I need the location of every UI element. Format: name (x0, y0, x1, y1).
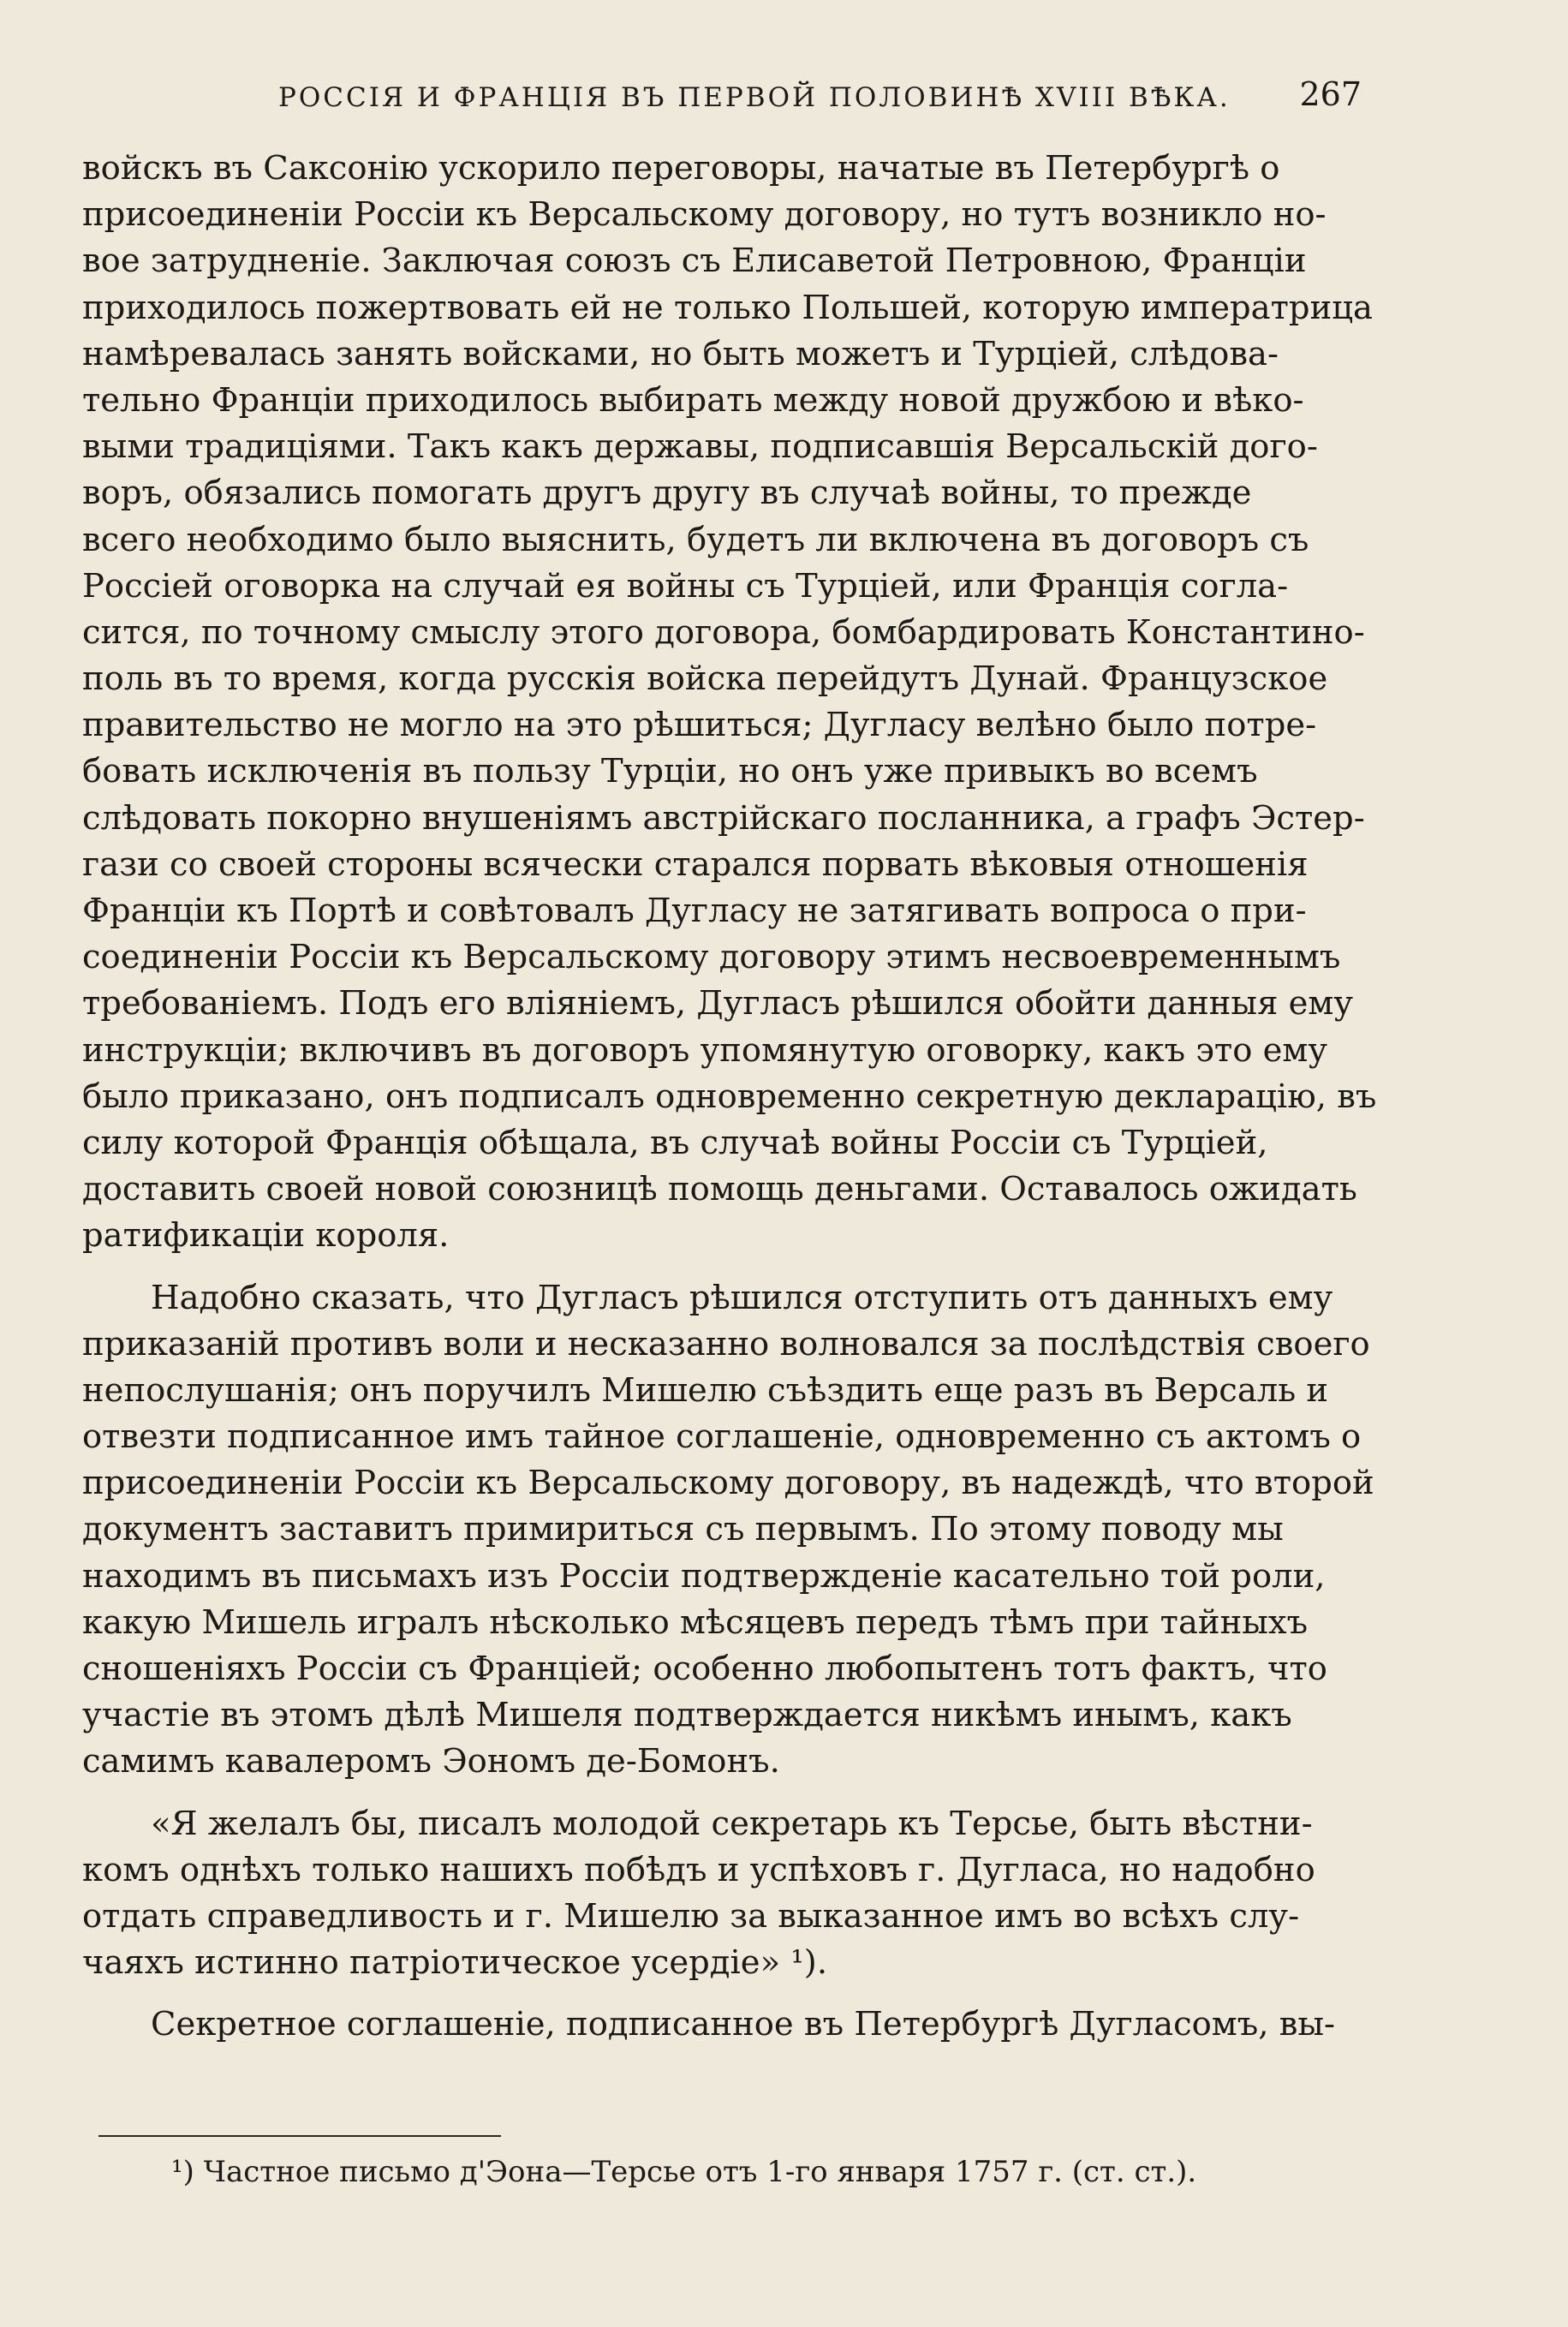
text-line: всего необходимо было выяснить, будетъ ли включена въ договоръ съ (82, 520, 1309, 559)
page-number: 267 (1299, 75, 1362, 113)
paragraph (82, 1275, 1382, 1786)
running-title: РОССІЯ И ФРАНЦІЯ ВЪ ПЕРВОЙ ПОЛОВИНѢ XVIII ВѢКА. (278, 82, 1231, 113)
paragraph-gap (82, 1786, 1382, 1801)
text-line: присоединеніи Россіи къ Версальскому договору, но тутъ возникло но- (82, 195, 1327, 235)
text-line: доставить своей новой союзницѣ помощь деньгами. Оставалось ожидать (82, 1170, 1357, 1209)
text-line: самимъ кавалеромъ Эономъ де-Бомонъ. (82, 1742, 780, 1781)
text-line: ратификаціи короля. (82, 1216, 450, 1256)
text-line: находимъ въ письмахъ изъ Россіи подтвержденіе касательно той роли, (82, 1556, 1326, 1596)
paragraph-gap (82, 1260, 1382, 1275)
text-line: приказаній противъ воли и несказанно волновался за послѣдствія своего (82, 1324, 1370, 1363)
text-line: участіе въ этомъ дѣлѣ Мишеля подтверждается никѣмъ инымъ, какъ (82, 1696, 1292, 1735)
text-line: непослушанія; онъ поручилъ Мишелю съѣздить еще разъ въ Версаль и (82, 1370, 1329, 1410)
paragraph-gap (82, 1986, 1382, 2002)
text-line: воръ, обязались помогать другъ другу въ случаѣ войны, то прежде (82, 474, 1252, 513)
text-line: вое затрудненіе. Заключая союзъ съ Елисаветой Петровною, Франціи (82, 242, 1307, 281)
text-line: выми традиціями. Такъ какъ державы, подписавшія Версальскій дого- (82, 427, 1318, 467)
footnote: ¹) Частное письмо д'Эона—Терсье отъ 1-го января 1757 г. (ст. ст.). (171, 2155, 1197, 2189)
paragraph (82, 146, 1382, 1260)
text-line: правительство не могло на это рѣшиться; Дугласу велѣно было потре- (82, 706, 1317, 745)
text-line: сится, по точному смыслу этого договора, бомбардировать Константино- (82, 612, 1365, 652)
text-line: приходилось пожертвовать ей не только Польшей, которую императрица (82, 288, 1373, 327)
text-line: Франціи къ Портѣ и совѣтовалъ Дугласу не затягивать вопроса о при- (82, 892, 1307, 930)
paragraph (82, 1801, 1382, 1987)
text-line: соединеніи Россіи къ Версальскому договору этимъ несвоевременнымъ (82, 938, 1341, 977)
text-line: Секретное соглашеніе, подписанное въ Петербургѣ Дугласомъ, вы- (151, 2005, 1336, 2044)
text-line: Надобно сказать, что Дугласъ рѣшился отступить отъ данныхъ ему (151, 1278, 1333, 1317)
text-line: слѣдовать покорно внушеніямъ австрійскаго посланника, а графъ Эстер- (82, 798, 1365, 838)
text-line: отдать справедливость и г. Мишелю за выказанное имъ во всѣхъ слу- (82, 1896, 1300, 1936)
text-line: поль въ то время, когда русскія войска перейдутъ Дунай. Французское (82, 659, 1328, 699)
text-line: войскъ въ Саксонію ускорило переговоры, начатые въ Петербургѣ о (82, 149, 1280, 188)
text-line: документъ заставитъ примириться съ первымъ. По этому поводу мы (82, 1510, 1284, 1549)
text-line: бовать исключенія въ пользу Турціи, но онъ уже привыкъ во всемъ (82, 752, 1258, 791)
text-line: сношеніяхъ Россіи съ Франціей; особенно любопытенъ тотъ фактъ, что (82, 1650, 1327, 1688)
text-line: отвезти подписанное имъ тайное соглашеніе, одновременно съ актомъ о (82, 1417, 1362, 1457)
text-line: чаяхъ истинно патріотическое усердіе» ¹). (82, 1943, 828, 1983)
body-text (82, 146, 1382, 2049)
text-line: какую Мишель игралъ нѣсколько мѣсяцевъ передъ тѣмъ при тайныхъ (82, 1602, 1309, 1642)
text-line: Россіей оговорка на случай ея войны съ Турціей, или Франція согла- (82, 566, 1289, 606)
paragraph (82, 2002, 1382, 2048)
text-line: присоединеніи Россіи къ Версальскому договору, въ надеждѣ, что второй (82, 1464, 1374, 1503)
text-line: гази со своей стороны всячески старался порвать вѣковыя отношенія (82, 844, 1309, 884)
text-line: было приказано, онъ подписалъ одновременно секретную декларацію, въ (82, 1077, 1377, 1116)
page-header (77, 75, 1362, 125)
text-line: инструкціи; включивъ въ договоръ упомянутую оговорку, какъ это ему (82, 1030, 1328, 1070)
text-line: тельно Франціи приходилось выбирать между новой дружбою и вѣко- (82, 380, 1304, 420)
text-line: силу которой Франція обѣщала, въ случаѣ войны Россіи съ Турціей, (82, 1123, 1268, 1162)
footnote-divider (98, 2135, 501, 2137)
text-line: комъ однѣхъ только нашихъ побѣдъ и успѣховъ г. Дугласа, но надобно (82, 1850, 1315, 1889)
text-line: требованіемъ. Подъ его вліяніемъ, Дугласъ рѣшился обойти данныя ему (82, 984, 1353, 1023)
text-line: «Я желалъ бы, писалъ молодой секретарь къ Терсье, быть вѣстни- (151, 1804, 1313, 1843)
text-line: намѣревалась занять войсками, но быть можетъ и Турціей, слѣдова- (82, 334, 1279, 373)
